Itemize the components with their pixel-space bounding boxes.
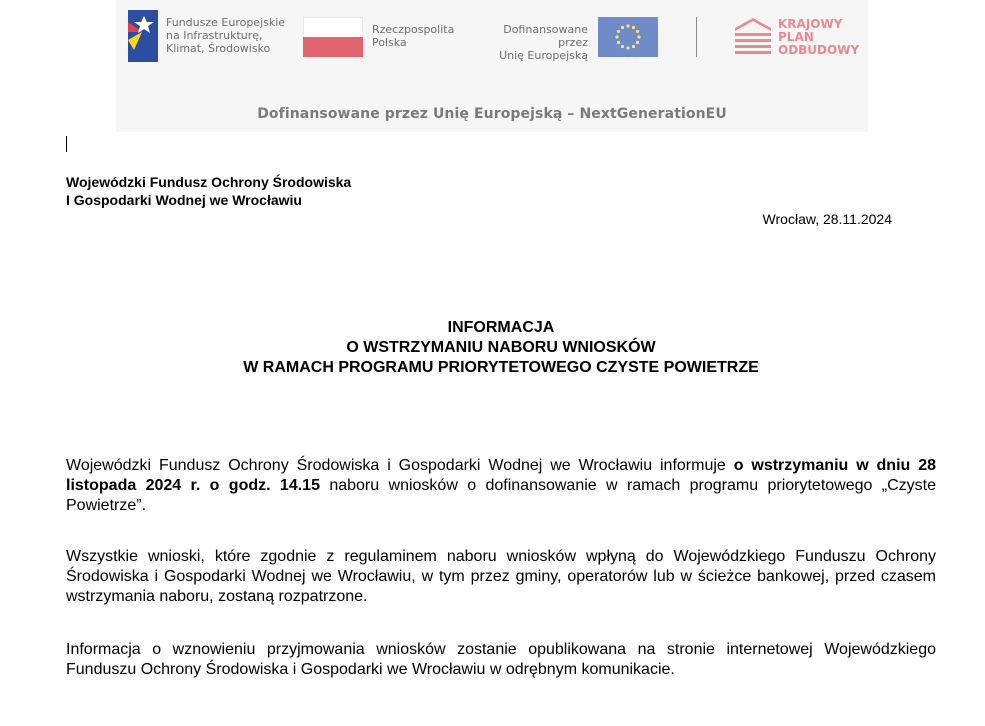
kpo-line1: KRAJOWY [778, 17, 843, 31]
text-cursor [66, 136, 67, 152]
fe-line1: Fundusze Europejskie [166, 16, 286, 29]
fe-line2: na Infrastrukturę, [166, 29, 263, 42]
ue-line2: Unię Europejską [499, 49, 588, 62]
ue-line1: Dofinansowane przez [503, 23, 588, 49]
paragraph-2: Wszystkie wnioski, które zgodnie z regulaminem naboru wniosków wpłyną do Wojewódzkiego Funduszu Ochrony Środowiska i Gospodarki Wodnej we Wrocławiu, w tym przez gminy, operatorów lub w ścieżce bankowej, przed czasem wstrzymania naboru, zostaną rozpatrzone. [66, 548, 936, 605]
logo-bar [116, 0, 868, 132]
paragraph-1 [66, 456, 936, 516]
p1-end: naboru wniosków o dofinansowanie w ramach programu priorytetowego „Czyste Powietrze”. [66, 477, 937, 514]
heading-line2: O WSTRZYMANIU NABORU WNIOSKÓW [346, 339, 656, 356]
kpo-line3: ODBUDOWY [778, 43, 860, 57]
p1-start: Wojewódzki Fundusz Ochrony Środowiska i Gospodarki Wodnej we Wrocławiu informuje [66, 457, 734, 474]
document-heading [66, 318, 936, 378]
organization-name [66, 173, 351, 209]
logo-divider [696, 17, 697, 57]
paragraph-3: Informacja o wznowieniu przyjmowania wniosków zostanie opublikowana na stronie internetowej Wojewódzkiego Funduszu Ochrony Środowiska i Gospodarki we Wrocławiu w odrębnym komunikacie. [66, 641, 936, 678]
fundusze-europejskie-logo [128, 10, 158, 62]
polish-flag-logo [303, 17, 363, 57]
eu-flag-logo [598, 17, 658, 57]
heading-line3: W RAMACH PROGRAMU PRIORYTETOWEGO CZYSTE POWIETRZE [243, 359, 759, 376]
rp-line1: Rzeczpospolita [372, 23, 455, 36]
rp-line2: Polska [372, 36, 407, 49]
org-line2: I Gospodarki Wodnej we Wrocławiu [66, 192, 302, 208]
org-line1: Wojewódzki Fundusz Ochrony Środowiska [66, 174, 352, 190]
p1-bold: o wstrzymaniu w dniu 28 listopada 2024 r. o godz. 14.15 [66, 457, 936, 494]
heading-line1: INFORMACJA [447, 319, 555, 336]
kpo-logo [735, 18, 771, 56]
kpo-line2: PLAN [778, 30, 814, 44]
fe-line3: Klimat, Środowisko [166, 42, 271, 55]
document-date: Wrocław, 28.11.2024 [762, 211, 892, 227]
funding-tagline: Dofinansowane przez Unię Europejską – NextGenerationEU [257, 106, 727, 122]
